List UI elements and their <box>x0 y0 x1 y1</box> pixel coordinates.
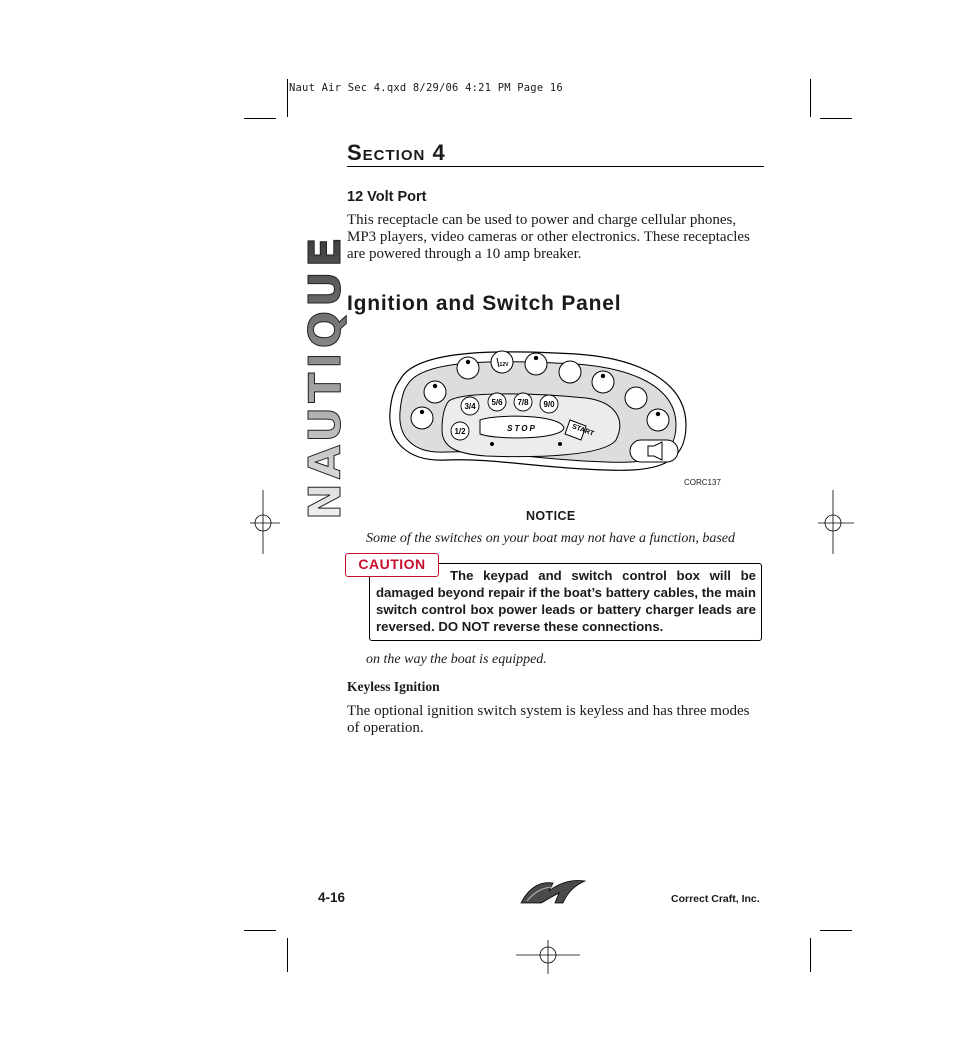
svg-text:NAUTIQUE: NAUTIQUE <box>300 233 351 520</box>
panel-button-label: 3/4 <box>464 402 476 411</box>
port-label: 12V <box>499 362 509 368</box>
start-label: START <box>570 423 595 438</box>
registration-mark-left <box>250 490 280 554</box>
panel-button-label: 9/0 <box>543 400 555 409</box>
caution-text: The keypad and switch control box will be damaged beyond repair if the boat’s battery cables, the main switch control box power leads or battery charger leads are reversed. DO NOT reverse these connections. <box>376 568 756 634</box>
figure-code: CORC137 <box>684 478 721 487</box>
keyless-heading: Keyless Ignition <box>347 679 440 694</box>
crop-mark <box>820 930 852 931</box>
crop-mark <box>820 118 852 119</box>
crop-mark <box>244 930 276 931</box>
registration-mark-right <box>818 490 854 554</box>
panel-button-label: 1/2 <box>454 427 466 436</box>
notice-text-part1: Some of the switches on your boat may not have a function, based <box>366 531 735 546</box>
crop-mark <box>287 938 288 972</box>
switch-panel-illustration <box>386 340 696 476</box>
crop-mark <box>810 79 811 117</box>
registration-mark-bottom <box>516 940 580 974</box>
notice-text-part2: on the way the boat is equipped. <box>366 652 547 667</box>
crop-mark <box>244 118 276 119</box>
section-title: Section 4 <box>347 140 446 165</box>
nautique-n-logo <box>519 877 587 907</box>
panel-button-label: 5/6 <box>491 398 503 407</box>
keyless-paragraph: The optional ignition switch system is keyless and has three modes of operation. <box>347 703 750 736</box>
crop-mark <box>287 79 288 117</box>
stop-label: STOP <box>507 424 537 433</box>
nautique-vertical-logo <box>300 192 351 522</box>
panel-button-label: 7/8 <box>517 398 529 407</box>
notice-label: NOTICE <box>526 509 576 523</box>
crop-mark <box>810 938 811 972</box>
caution-label: CAUTION <box>345 553 439 577</box>
port-heading: 12 Volt Port <box>347 189 427 205</box>
page-number: 4-16 <box>318 890 346 905</box>
company-name: Correct Craft, Inc. <box>671 893 760 905</box>
ignition-heading: Ignition and Switch Panel <box>347 292 622 315</box>
section-divider <box>347 166 764 167</box>
port-paragraph: This receptacle can be used to power and charge cellular phones, MP3 players, video cameras or other electronics. These receptacles are powered through a 10 amp breaker. <box>347 212 750 262</box>
print-slug: Naut Air Sec 4.qxd 8/29/06 4:21 PM Page 16 <box>289 82 563 94</box>
